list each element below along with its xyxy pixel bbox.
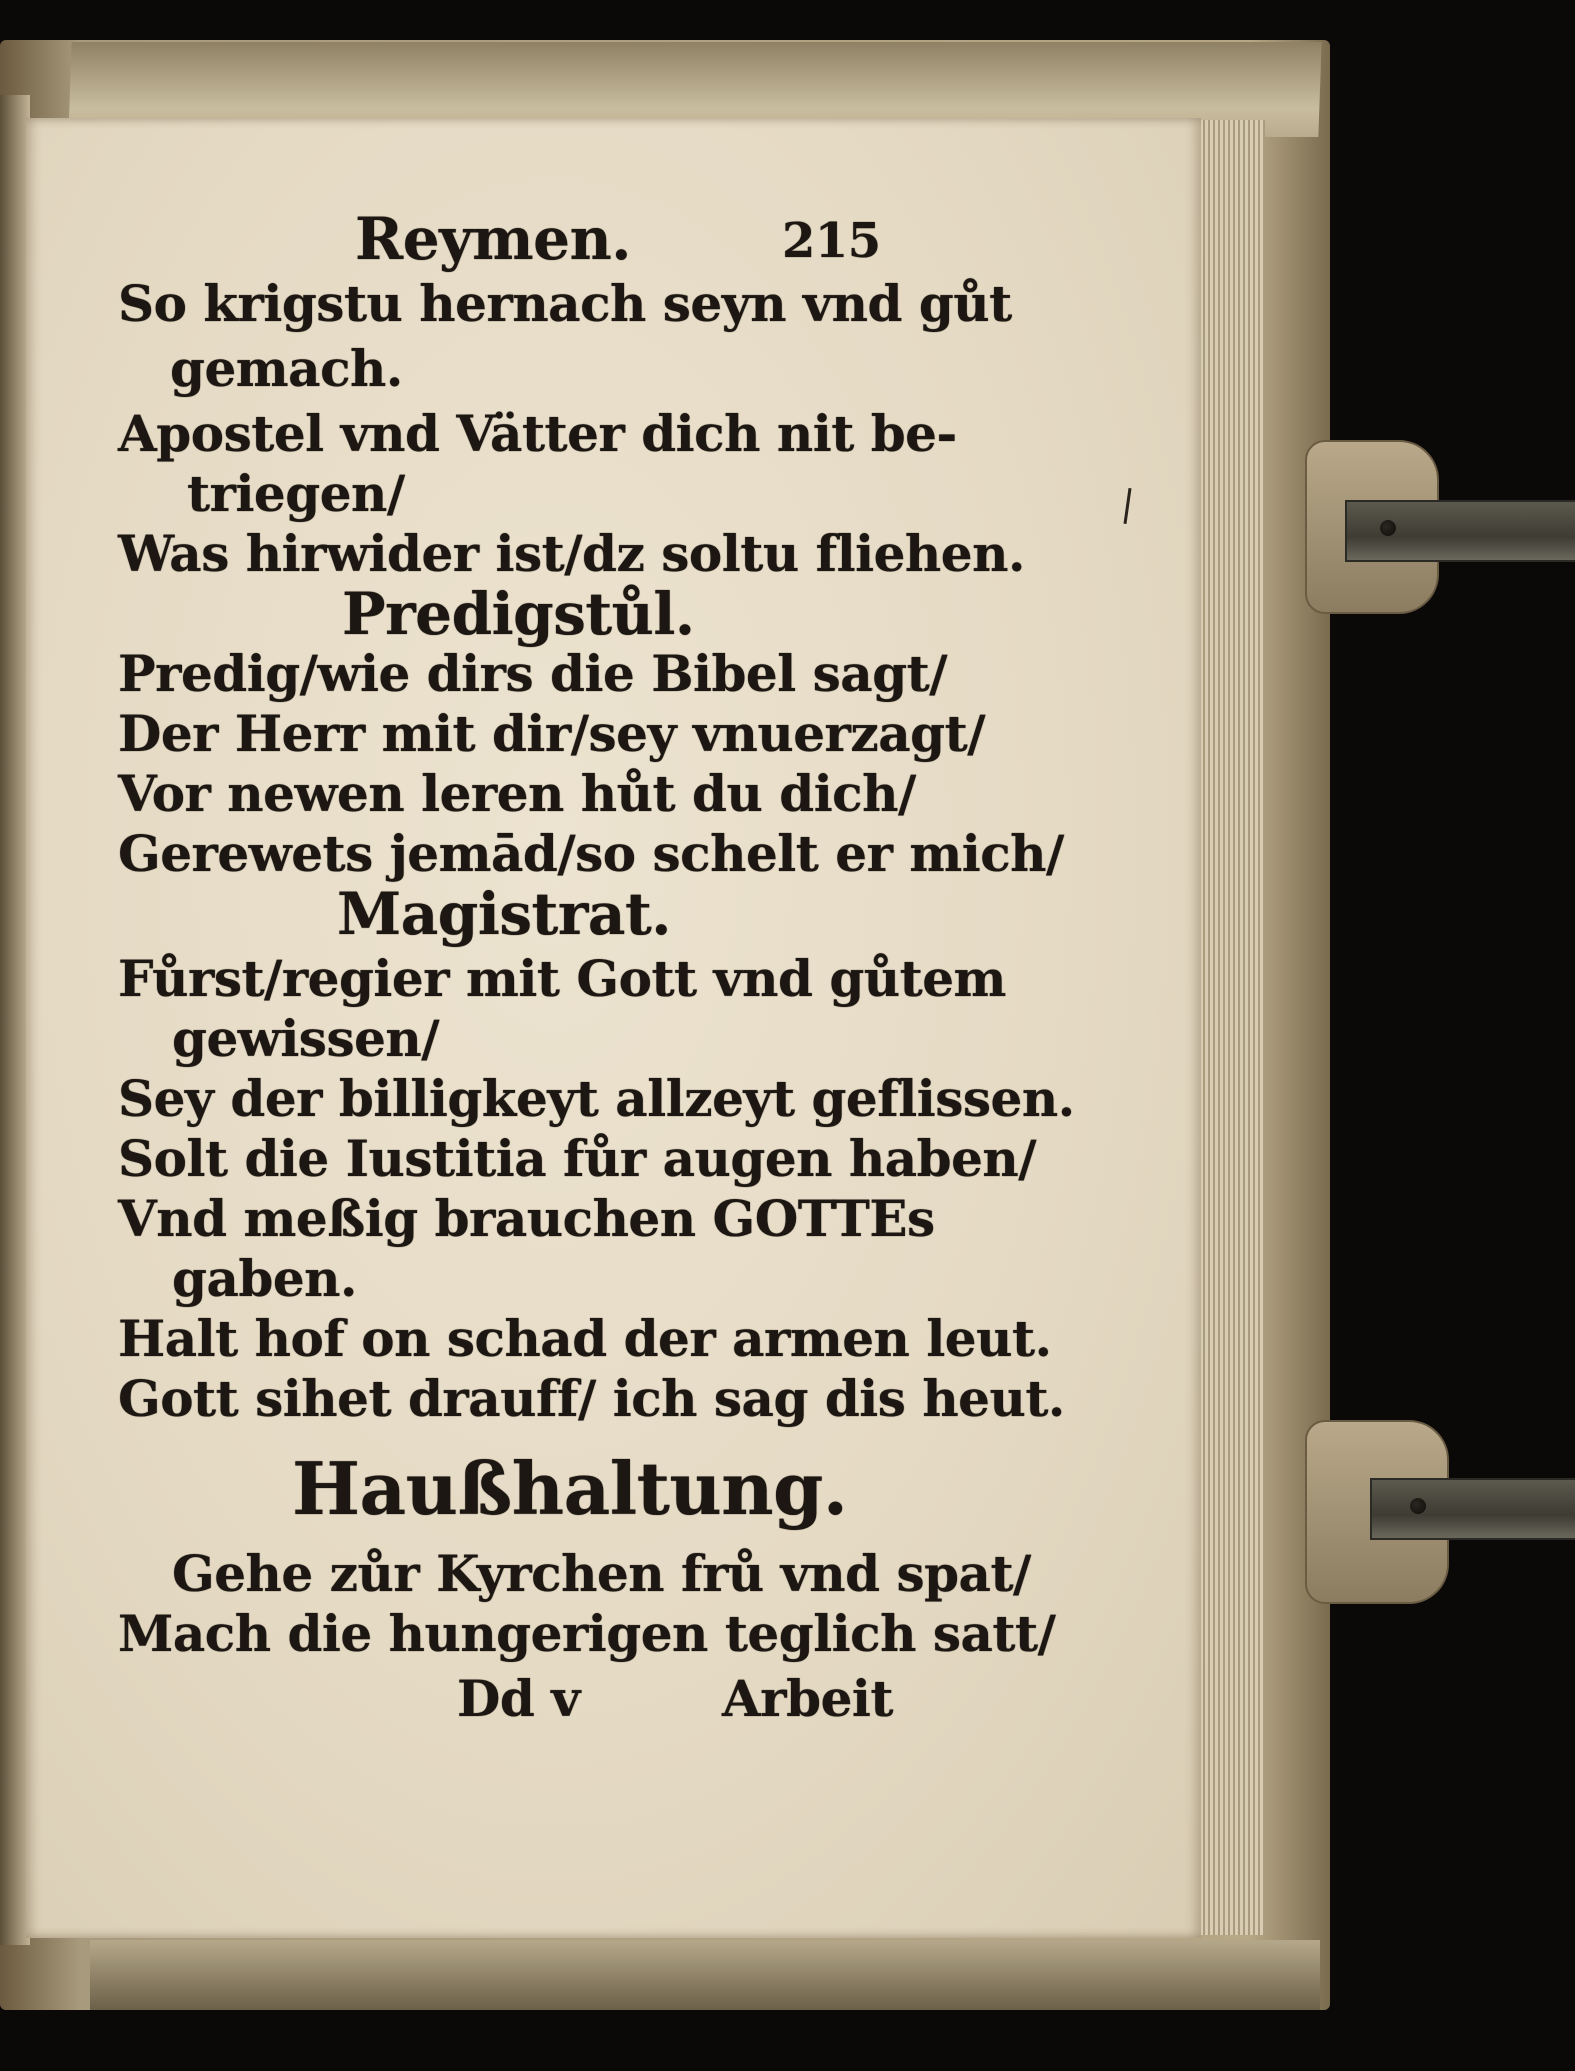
text-line: Solt die Iustitia fůr augen haben/ <box>118 1129 1037 1188</box>
text-line: triegen/ <box>187 464 405 523</box>
text-line: Halt hof on schad der armen leut. <box>118 1309 1052 1368</box>
text-line: gewissen/ <box>172 1009 440 1068</box>
text-line: Predig/wie dirs die Bibel sagt/ <box>118 644 948 703</box>
text-line: Gerewets jemād/so schelt er mich/ <box>118 824 1064 883</box>
running-head: Reymen. <box>355 205 631 273</box>
text-line: Mach die hungerigen teglich satt/ <box>118 1604 1056 1663</box>
page-stack <box>1195 120 1265 1935</box>
signature-mark: Dd v <box>457 1669 580 1728</box>
text-line: gaben. <box>172 1249 357 1308</box>
catchword: Arbeit <box>722 1669 893 1728</box>
text-line: Apostel vnd Vätter dich nit be- <box>118 404 957 463</box>
text-line: Der Herr mit dir/sey vnuerzagt/ <box>118 704 985 763</box>
section-heading: Magistrat. <box>337 880 671 948</box>
upper-clasp-rivet <box>1380 520 1396 536</box>
section-heading: Predigstůl. <box>342 580 695 648</box>
text-line: Vor newen leren hůt du dich/ <box>118 764 916 823</box>
text-line: gemach. <box>170 339 403 398</box>
text-line: Vnd meßig brauchen GOTTEs <box>118 1189 935 1248</box>
lower-clasp-strap <box>1370 1478 1575 1540</box>
text-line: Gehe zůr Kyrchen frů vnd spat/ <box>172 1544 1031 1603</box>
margin-mark <box>1124 488 1132 524</box>
section-heading: Haußhaltung. <box>292 1446 848 1531</box>
page-number: 215 <box>782 213 881 269</box>
cover-bottom-edge <box>90 1940 1320 2010</box>
upper-clasp-strap <box>1345 500 1575 562</box>
text-line: So krigstu hernach seyn vnd gůt <box>118 274 1012 333</box>
text-line: Was hirwider ist/dz soltu fliehen. <box>118 524 1025 583</box>
lower-clasp-rivet <box>1410 1498 1426 1514</box>
text-line: Gott sihet drauff/ ich sag dis heut. <box>118 1369 1065 1428</box>
text-line: Fůrst/regier mit Gott vnd gůtem <box>118 949 1006 1008</box>
text-line: Sey der billigkeyt allzeyt geflissen. <box>118 1069 1075 1128</box>
